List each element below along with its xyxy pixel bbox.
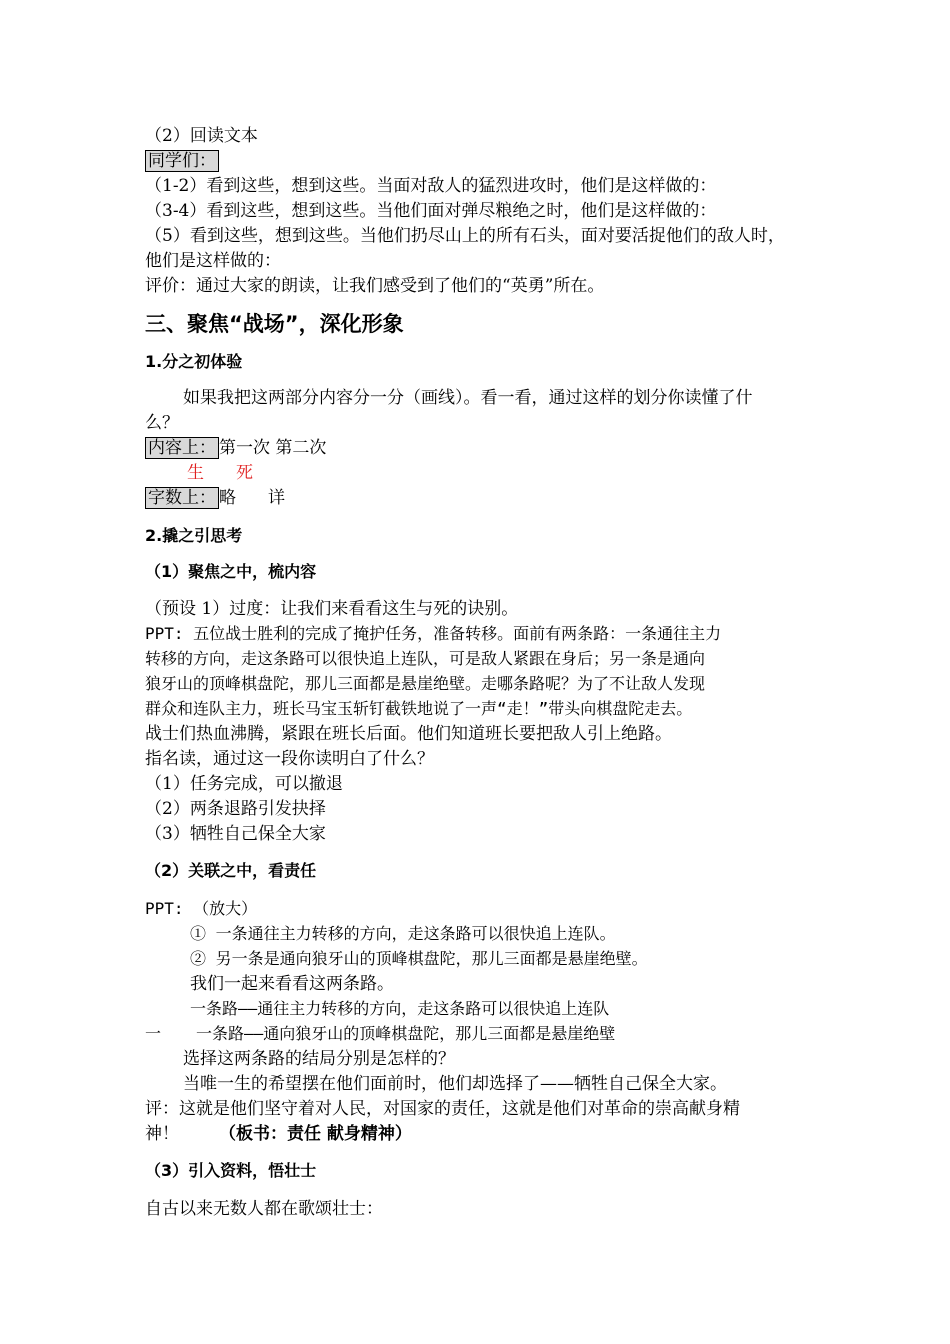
ppt-line-3: 狼牙山的顶峰棋盘陀，那儿三面都是悬崖绝壁。走哪条路呢？为了不让敌人发现 [145,674,706,693]
content-text: 第一次 第二次 [219,438,327,458]
road-2: ② 另一条是通向狼牙山的顶峰棋盘陀，那儿三面都是悬崖绝壁。 [190,949,648,968]
ppt-line-5: 战士们热血沸腾，紧跟在班长后面。他们知道班长要把敌人引上绝路。 [145,724,672,744]
brief-label: 略 [219,488,236,508]
road-line-a: 一条路——通往主力转移的方向，走这条路可以很快追上连队 [190,999,610,1018]
word-count-label: 字数上： [145,487,219,509]
line-reread: （2）回读文本 [145,126,258,146]
line-answer-2: （2）两条退路引发抉择 [145,799,326,819]
line-evaluation: 评价：通过大家的朗读，让我们感受到了他们的“英勇”所在。 [145,276,605,296]
line-divide-question-cont: 么？ [145,413,179,433]
line-comment-cont [145,1122,412,1146]
road-line-b: 一条路——通向狼牙山的顶峰棋盘陀，那儿三面都是悬崖绝壁 [196,1024,616,1043]
line-3-4: （3-4）看到这些，想到这些。当他们面对弹尽粮绝之时，他们是这样做的： [145,201,717,221]
heading-2-2: （2）关联之中，看责任 [145,861,317,880]
ppt-line-2: 转移的方向，走这条路可以很快追上连队，可是敌人紧跟在身后；另一条是通向 [145,649,706,668]
word-count-row [145,486,285,510]
heading-2-think: 2.撬之引思考 [145,526,243,545]
line-look-roads: 我们一起来看看这两条路。 [190,974,394,994]
line-comment: 评：这就是他们坚守着对人民，对国家的责任，这就是他们对革命的崇高献身精 [145,1099,740,1119]
heading-section-3: 三、聚焦“战场”，深化形象 [145,312,404,336]
line-choice: 当唯一生的希望摆在他们面前时，他们却选择了——牺牲自己保全大家。 [183,1074,727,1094]
students-label-line [145,149,219,173]
death-label: 死 [236,463,253,483]
content-row [145,436,326,460]
line-divide-question: 如果我把这两部分内容分一分（画线）。看一看，通过这样的划分你读懂了什 [183,388,753,408]
line-answer-1: （1）任务完成，可以撤退 [145,774,343,794]
students-label: 同学们： [145,150,219,172]
line-outcome-question: 选择这两条路的结局分别是怎样的？ [183,1049,455,1069]
line-preset-1: （预设 1）过度：让我们来看看这生与死的诀别。 [145,599,519,619]
heading-1-divide: 1.分之初体验 [145,352,243,371]
line-5: （5）看到这些，想到这些。当他们扔尽山上的所有石头，面对要活捉他们的敌人时， [145,226,785,246]
line-praise: 自古以来无数人都在歌颂壮士： [145,1199,383,1219]
heading-2-1: （1）聚焦之中，梳内容 [145,562,317,581]
line-5-cont: 他们是这样做的： [145,251,281,271]
comment-end: 神！ [145,1124,179,1144]
life-label: 生 [187,463,204,483]
line-name-read: 指名读，通过这一段你读明白了什么？ [145,749,434,769]
road-line-b-prefix: 一 [145,1024,162,1043]
ppt-zoom: PPT: （放大） [145,899,258,918]
ppt-line-1: PPT: 五位战士胜利的完成了掩护任务，准备转移。面前有两条路：一条通往主力 [145,624,722,643]
ppt-line-4: 群众和连队主力，班长马宝玉斩钉截铁地说了一声“走！”带头向棋盘陀走去。 [145,699,693,718]
line-answer-3: （3）牺牲自己保全大家 [145,824,326,844]
heading-2-3: （3）引入资料，悟壮士 [145,1161,317,1180]
line-1-2: （1-2）看到这些，想到这些。当面对敌人的猛烈进攻时，他们是这样做的： [145,176,717,196]
detailed-label: 详 [268,488,285,508]
board-note: （板书：责任 献身精神） [219,1124,412,1144]
content-label: 内容上： [145,437,219,459]
road-1: ① 一条通往主力转移的方向，走这条路可以很快追上连队。 [190,924,616,943]
